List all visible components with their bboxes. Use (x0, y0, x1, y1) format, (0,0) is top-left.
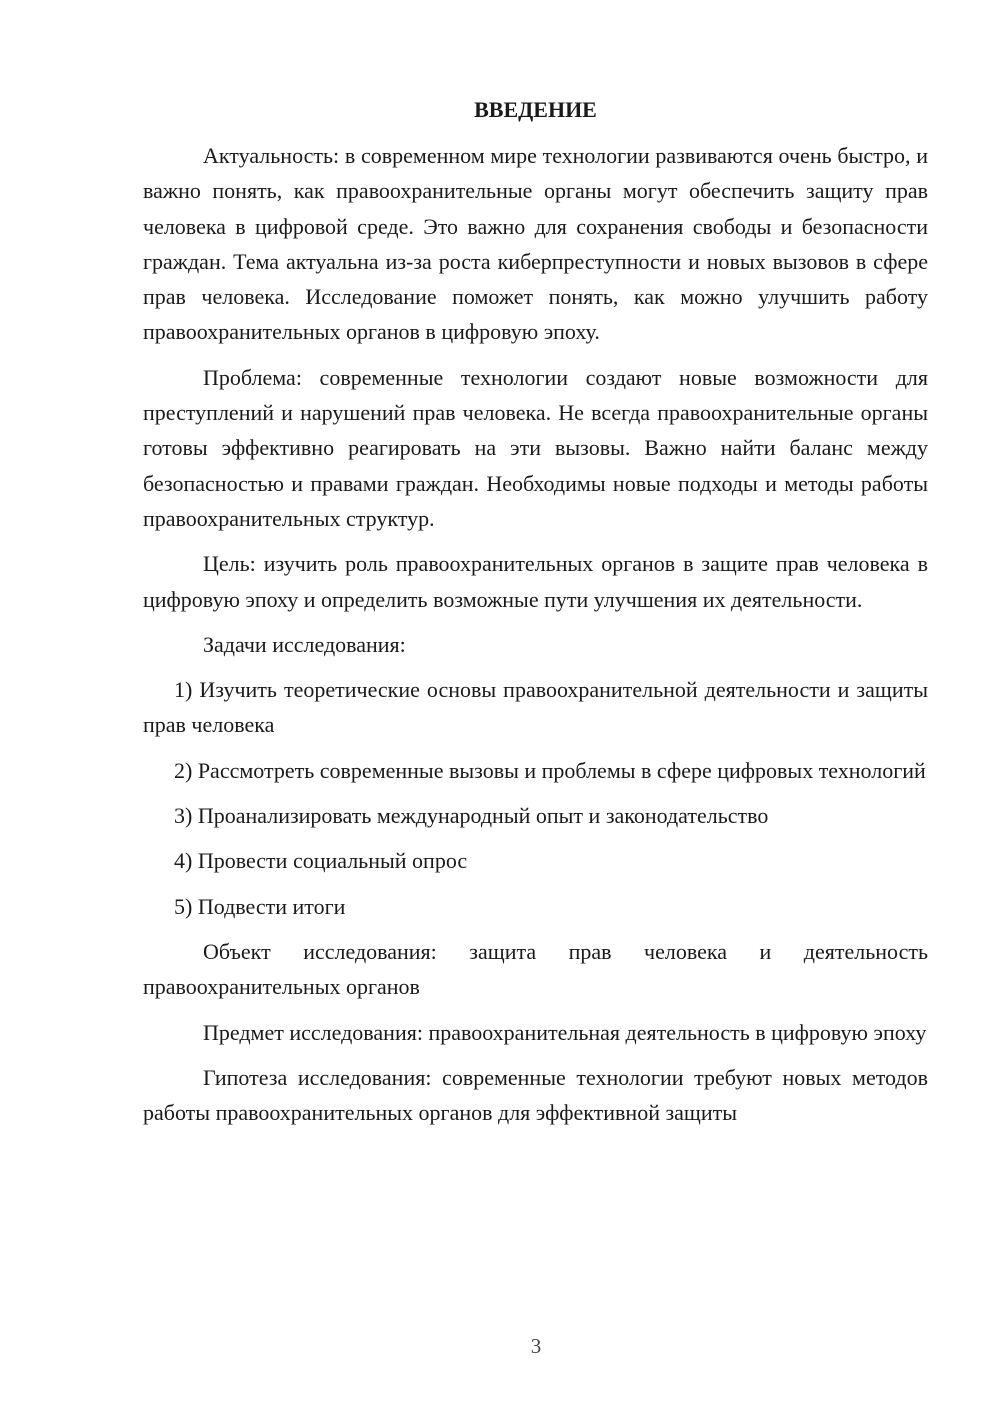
paragraph-relevance: Актуальность: в современном мире технологии развиваются очень быстро, и важно понять, как правоохранительные органы могут обеспечить защиту прав человека в цифровой среде. Это важно для сохранения свободы и безопасности граждан. Тема актуальна из-за роста киберпреступности и новых вызовов в сфере прав человека. Исследование поможет понять, как можно улучшить работу правоохранительных органов в цифровую эпоху. (143, 143, 928, 345)
tasks-heading: Задачи исследования: (203, 631, 406, 657)
paragraph-problem: Проблема: современные технологии создают новые возможности для преступлений и нарушений прав человека. Не всегда правоохранительные органы готовы эффективно реагировать на эти вызовы. Важно найти баланс между безопасностью и правами граждан. Необходимы новые подходы и методы работы правоохранительных структур. (143, 364, 928, 531)
section-title: ВВЕДЕНИЕ (474, 97, 597, 122)
task-item-2: 2) Рассмотреть современные вызовы и проблемы в сфере цифровых технологий (174, 757, 926, 783)
task-item-4: 4) Провести социальный опрос (174, 848, 468, 874)
task-item-3: 3) Проанализировать международный опыт и законодательство (174, 803, 769, 829)
task-item-5: 5) Подвести итоги (174, 893, 346, 919)
paragraph-object: Объект исследования: защита прав человека и деятельность правоохранительных органов (143, 938, 928, 1000)
task-item-1: 1) Изучить теоретические основы правоохранительной деятельности и защиты прав человека (143, 677, 928, 738)
paragraph-hypothesis: Гипотеза исследования: современные технологии требуют новых методов работы правоохранительных органов для эффективной защиты (143, 1064, 928, 1126)
document-body (143, 94, 928, 1140)
paragraph-subject: Предмет исследования: правоохранительная деятельность в цифровую эпоху (203, 1019, 927, 1045)
page-number: 3 (530, 1334, 542, 1358)
paragraph-goal: Цель: изучить роль правоохранительных органов в защите прав человека в цифровую эпоху и определить возможные пути улучшения их деятельности. (143, 551, 928, 612)
